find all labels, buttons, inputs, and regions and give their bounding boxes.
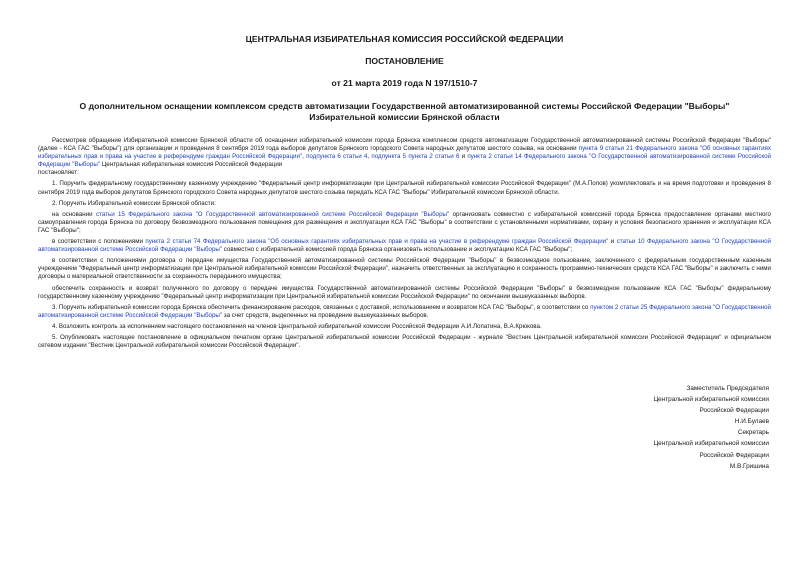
signatory-name: Н.И.Булаев [734,418,769,426]
item-2-a [38,211,771,235]
law-link[interactable]: пунктом 2 статьи 25 Федерального закона "О Государственной автоматизированной системе Российской Федерации "Выборы" [38,303,771,319]
item-3 [38,304,771,320]
law-link[interactable]: статьи 15 Федерального закона "О Государственной автоматизированной системе Российской Федерации "Выборы" [96,210,450,218]
doc-title-line1: О дополнительном оснащении комплексом средств автоматизации Государственной автоматизированной системы Российской Федерации "Выборы" [79,101,730,111]
signature-block [653,383,769,472]
item-text: организовать совместно с избирательной комиссией города Брянска предоставление органами местного самоуправления города Брянска по договору безвозмездного пользования помещения для размещения и эксплуатации КСА ГАС "Выборы" в соответствии с установленными нормативами, охрану и условия безопасного хранения и эксплуатации КСА ГАС "Выборы"; [38,210,771,234]
separator-text: и [459,153,468,161]
signature-line: Российской Федерации [699,407,769,415]
document-body [38,34,771,350]
doc-title-line2: Избирательной комиссии Брянской области [309,112,500,122]
signature-line: Центральной избирательной комиссии [653,440,769,448]
organization-title: ЦЕНТРАЛЬНАЯ ИЗБИРАТЕЛЬНАЯ КОМИССИЯ РОССИЙСКОЙ ФЕДЕРАЦИИ [245,34,564,44]
item-text: в соответствии с положениями [52,238,146,246]
separator-text: , [367,153,372,161]
date-number: от 21 марта 2019 года N 197/1510-7 [331,78,478,88]
preamble-paragraph [38,137,771,169]
law-link[interactable]: статьи 10 Федерального закона "О Государственной автоматизированной системе Российской Федерации "Выборы" [38,238,771,254]
resolves-word: постановляет: [38,169,79,177]
item-text: и [608,238,617,246]
signature-line: Заместитель Председателя [686,385,769,392]
signature-line: Секретарь [737,429,769,437]
doc-type: ПОСТАНОВЛЕНИЕ [365,56,444,66]
item-4: 4. Возложить контроль за исполнением настоящего постановления на членов Центральной избирательной комиссии Российской Федерации А.И.Лопатина, В.А.Крюкова. [52,322,542,330]
preamble-text: Центральная избирательная комиссия Российской Федерации [99,161,283,169]
signatory-name: М.В.Гришина [729,462,769,470]
law-link[interactable]: подпункта 5 пункта 2 статьи 6 [371,153,460,161]
law-link[interactable]: пункта 2 статьи 14 Федерального закона "О Государственной автоматизированной системе Российской Федерации "Выборы" [38,153,771,169]
item-text: 3. Поручить избирательной комиссии города Брянска обеспечить финансирование расходов, связанных с доставкой, использованием и возвратом КСА ГАС "Выборы", в соответствии со [52,303,591,311]
item-2-c: в соответствии с положениями договора о передаче имущества Государственной автоматизированной системы Российской Федерации "Выборы" в безвозмездное пользование, заключенного с федеральным государственным казенным учреждением "Федеральный центр информатизации при Центральной избирательной комиссии Российской Федерации", назначить ответственных за эксплуатацию и сохранность программно-технических средств КСА ГАС "Выборы" и заключить с ними договоры о материальной ответственности за сохранность переданного имущества; [38,257,771,281]
item-text: на основании [52,210,96,218]
item-2-intro: 2. Поручить Избирательной комиссии Брянской области: [52,199,216,207]
signature-line: Центральной избирательной комиссии [653,396,769,404]
item-text: за счет средств, выделенных на проведение вышеуказанных выборов. [222,311,429,319]
item-1: 1. Поручить федеральному государственному казенному учреждению "Федеральный центр информатизации при Центральной избирательной комиссии Российской Федерации" (М.А.Попов) укомплектовать и на время подготовки и проведения 8 сентября 2019 года выборов депутатов Брянского городского Совета народных депутатов шестого созыва передать КСА ГАС "Выборы" Избирательной комиссии Брянской области. [38,180,771,196]
item-2-b [38,238,771,254]
item-2-d: обеспечить сохранность и возврат полученного по договору о передаче имущества Государственной автоматизированной системы Российской Федерации "Выборы" в безвозмездное пользование КСА ГАС "Выборы" федеральному государственному казенному учреждению "Федеральный центр информатизации при Центральной избирательной комиссии Российской Федерации" по окончании вышеуказанных выборов. [38,284,771,300]
preamble-text: Рассмотрев обращение Избирательной комиссии Брянской области об оснащении избирательной комиссии города Брянска комплексом средств автоматизации Государственной автоматизированной системы Российской Федерации "Выборы" (далее - КСА ГАС "Выборы") для организации и проведения 8 сентября 2019 года выборов депутатов Брянского городского Совета народных депутатов шестого созыва, на основании [38,137,771,153]
law-link[interactable]: пункта 2 статьи 74 Федерального закона "Об основных гарантиях избирательных прав и права на участие в референдуме граждан Российской Федерации" [145,238,609,246]
law-link[interactable]: подпункта 6 статьи 4 [306,153,368,161]
item-5: 5. Опубликовать настоящее постановление в официальном печатном органе Центральной избирательной комиссии Российской Федерации - журнале "Вестник Центральной избирательной комиссии Российской Федерации" и официальном сетевом издании "Вестник Центральной избирательной комиссии Российской Федерации". [38,333,771,350]
law-link[interactable]: пункта 9 статьи 21 Федерального закона "Об основных гарантиях избирательных прав и права на участие в референдуме граждан Российской Федерации" [38,145,771,161]
item-text: совместно с избирательной комиссией города Брянска организовать использование и эксплуатацию КСА ГАС "Выборы"; [222,246,573,254]
separator-text: , [302,153,307,161]
signature-line: Российской Федерации [699,451,769,459]
